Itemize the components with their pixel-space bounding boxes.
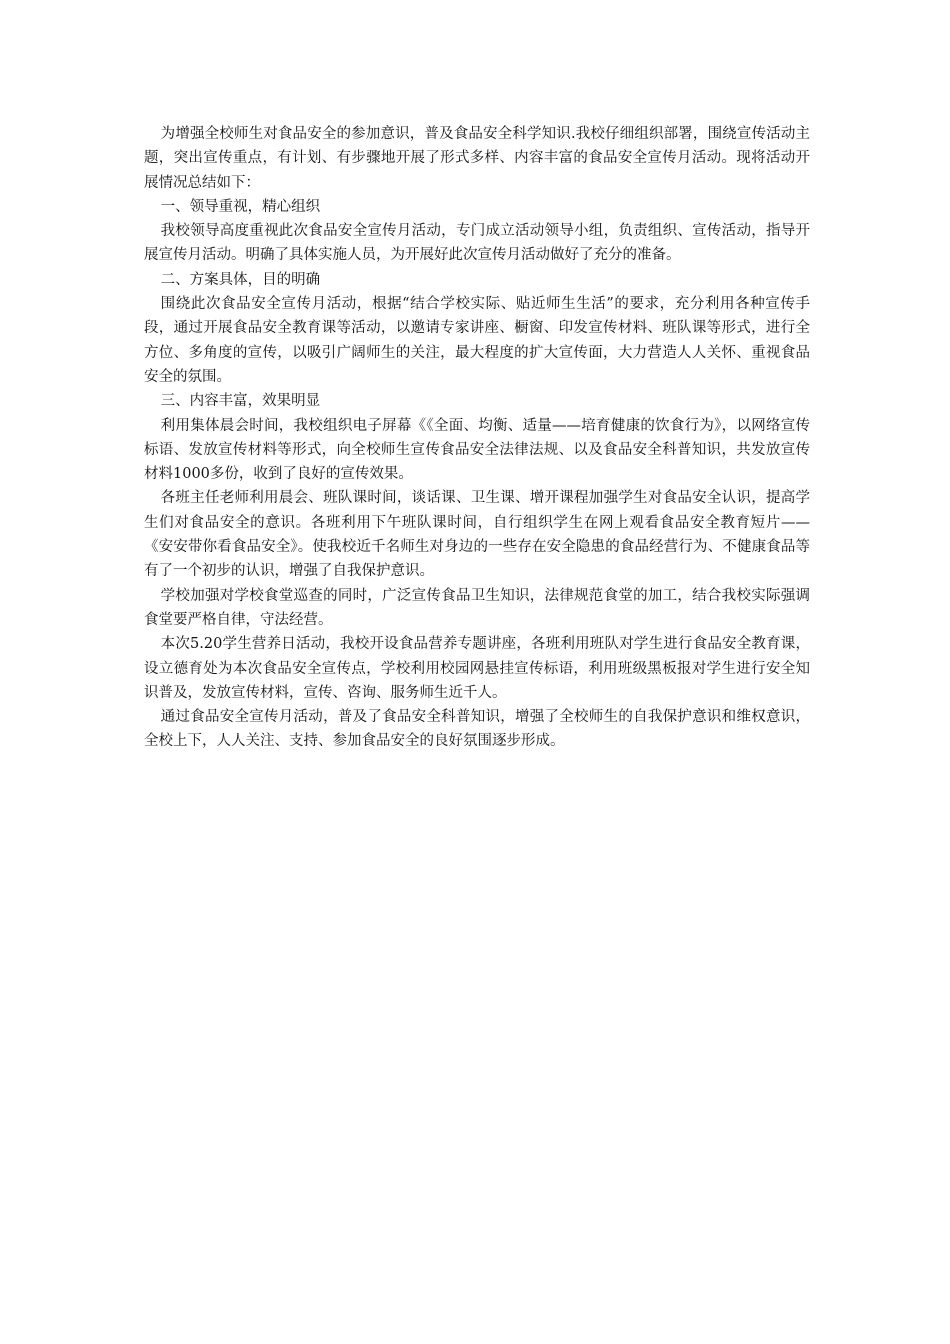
body-paragraph: 利用集体晨会时间，我校组织电子屏幕《《全面、均衡、适量——培育健康的饮食行为》，以网络宣传标语、发放宣传材料等形式，向全校师生宣传食品安全法律法规、以及食品安全科普知识，共发放宣传材料1000多份，收到了良好的宣传效果。 bbox=[144, 417, 810, 483]
section-heading-3: 三、内容丰富，效果明显 bbox=[160, 393, 321, 410]
body-paragraph: 我校领导高度重视此次食品安全宣传月活动，专门成立活动领导小组，负责组织、宣传活动，指导开展宣传月活动。明确了具体实施人员，为开展好此次宣传月活动做好了充分的准备。 bbox=[144, 223, 810, 264]
body-paragraph: 围绕此次食品安全宣传月活动，根据“结合学校实际、贴近师生生活”的要求，充分利用各种宣传手段，通过开展食品安全教育课等活动，以邀请专家讲座、橱窗、印发宣传材料、班队课等形式，进行全方位、多角度的宣传，以吸引广阔师生的关注，最大程度的扩大宣传面，大力营造人人关怀、重视食品安全的氛围。 bbox=[144, 296, 810, 385]
section-heading-2: 二、方案具体，目的明确 bbox=[160, 271, 321, 288]
body-paragraph: 学校加强对学校食堂巡查的同时，广泛宣传食品卫生知识，法律规范食堂的加工，结合我校实际强调食堂要严格自律，守法经营。 bbox=[144, 587, 810, 628]
body-paragraph: 本次5.20学生营养日活动，我校开设食品营养专题讲座，各班利用班队对学生进行食品安全教育课，设立德育处为本次食品安全宣传点，学校利用校园网悬挂宣传标语，利用班级黑板报对学生进行安全知识普及，发放宣传材料，宣传、咨询、服务师生近千人。 bbox=[144, 636, 810, 701]
intro-paragraph: 为增强全校师生对食品安全的参加意识，普及食品安全科学知识.我校仔细组织部署，围绕宣传活动主题，突出宣传重点，有计划、有步骤地开展了形式多样、内容丰富的食品安全宣传月活动。现将活动开展情况总结如下： bbox=[144, 126, 810, 191]
document-body bbox=[144, 122, 810, 754]
conclusion-paragraph: 通过食品安全宣传月活动，普及了食品安全科普知识，增强了全校师生的自我保护意识和维权意识，全校上下，人人关注、支持、参加食品安全的良好氛围逐步形成。 bbox=[144, 709, 810, 750]
section-heading-1: 一、领导重视，精心组织 bbox=[160, 198, 321, 215]
body-paragraph: 各班主任老师利用晨会、班队课时间，谈话课、卫生课、增开课程加强学生对食品安全认识，提高学生们对食品安全的意识。各班利用下午班队课时间，自行组织学生在网上观看食品安全教育短片——《安安带你看食品安全》。使我校近千名师生对身边的一些存在安全隐患的食品经营行为、不健康食品等有了一个初步的认识，增强了自我保护意识。 bbox=[144, 490, 810, 580]
